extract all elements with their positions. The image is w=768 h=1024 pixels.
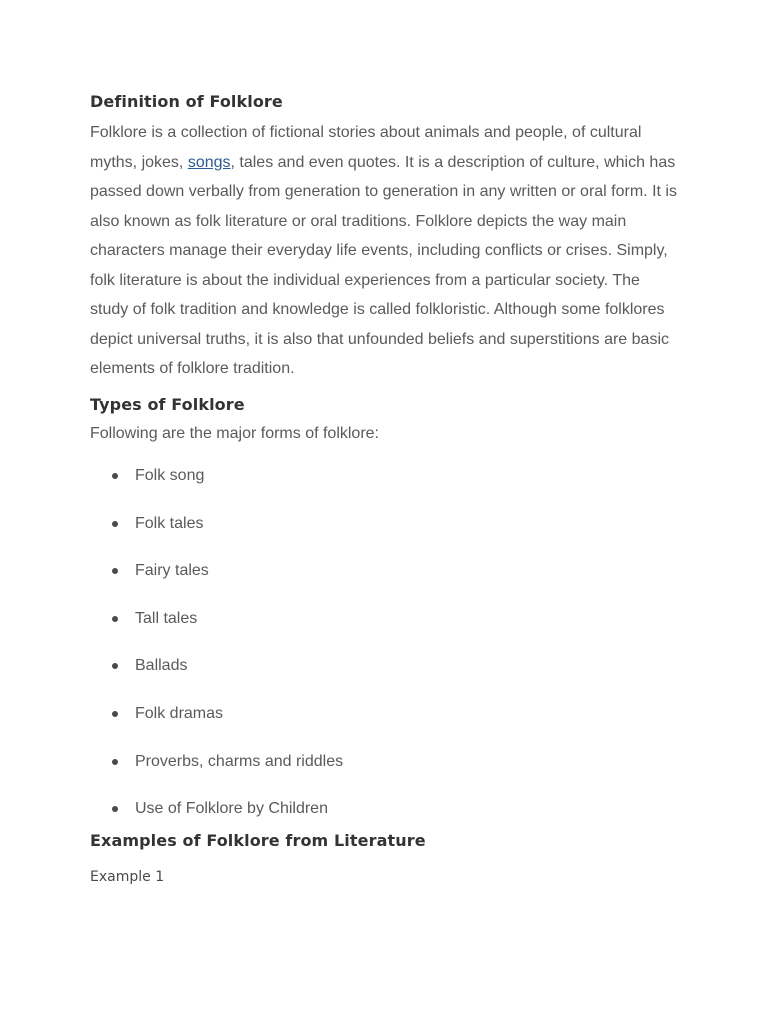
- types-intro-text: Following are the major forms of folklore:: [90, 424, 379, 442]
- list-item-label: Ballads: [135, 657, 188, 675]
- document-page: [90, 91, 690, 886]
- list-item: [90, 465, 690, 487]
- bullet-icon: [112, 521, 118, 527]
- example-1-label: Example 1: [90, 868, 165, 885]
- heading-definition-of-folklore: Definition of Folklore: [90, 92, 283, 111]
- heading-types-of-folklore: Types of Folklore: [90, 394, 245, 414]
- definition-text-start: Folklore is a collection of fictional stories about animals and people, of cultural myths, jokes,: [90, 124, 642, 171]
- list-item: [90, 560, 690, 582]
- list-item-label: Proverbs, charms and riddles: [135, 752, 344, 770]
- bullet-icon: [112, 759, 118, 765]
- folklore-forms-list: [90, 465, 690, 820]
- list-item: [90, 798, 690, 820]
- definition-paragraph: [90, 118, 680, 384]
- bullet-icon: [112, 806, 118, 812]
- list-item-label: Tall tales: [135, 609, 198, 627]
- heading-examples-of-folklore: Examples of Folklore from Literature: [90, 830, 426, 850]
- definition-text-end: , tales and even quotes. It is a description of culture, which has passed down verbally from generation to generation in any written or oral form. It is also known as folk literature or oral traditions. Folklore depicts the way main characters manage their everyday life events, including conflicts or crises. Simply, folk literature is about the individual experiences from a particular society. The study of folk tradition and knowledge is called folkloristic. Although some folklores depict universal truths, it is also that unfounded beliefs and superstitions are basic elements of folklore tradition.: [90, 153, 677, 377]
- list-item-label: Folk tales: [135, 514, 204, 532]
- list-item: [90, 751, 690, 773]
- list-item: [90, 608, 690, 630]
- list-item: [90, 655, 690, 677]
- bullet-icon: [112, 473, 118, 479]
- songs-link[interactable]: songs: [187, 153, 231, 171]
- list-item-label: Fairy tales: [135, 562, 209, 580]
- bullet-icon: [112, 663, 118, 669]
- list-item-label: Folk song: [135, 467, 205, 484]
- bullet-icon: [112, 568, 118, 574]
- bullet-icon: [112, 711, 118, 717]
- bullet-icon: [112, 616, 118, 622]
- list-item-label: Use of Folklore by Children: [135, 800, 328, 818]
- list-item-label: Folk dramas: [135, 704, 224, 722]
- list-item: [90, 703, 690, 725]
- list-item: [90, 513, 690, 535]
